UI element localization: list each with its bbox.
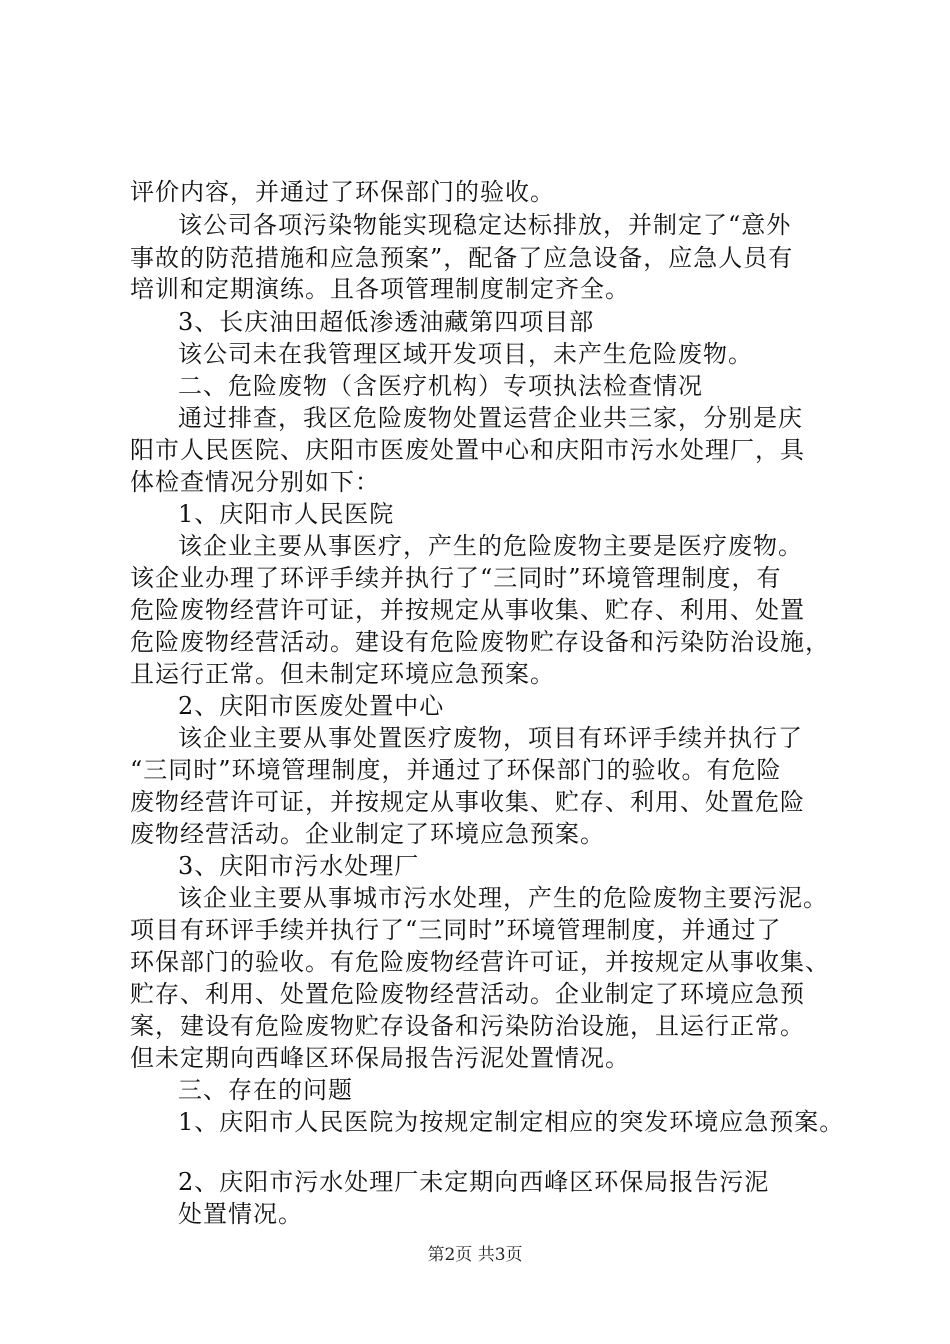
section-heading: 1、庆阳市人民医院: [178, 500, 395, 528]
section-heading: 三、存在的问题: [178, 1076, 353, 1104]
body-line: 项目有环评手续并执行了“三同时”环境管理制度，并通过了: [130, 916, 782, 944]
body-line: 危险废物经营活动。建设有危险废物贮存设备和污染防治设施，: [130, 628, 830, 656]
body-line: 案，建设有危险废物贮存设备和污染防治设施，且运行正常。: [130, 1012, 805, 1040]
body-line: 该企业主要从事处置医疗废物，项目有环评手续并执行了: [178, 724, 803, 752]
body-line: 该公司未在我管理区域开发项目，未产生危险废物。: [178, 340, 753, 368]
body-line: 体检查情况分别如下：: [130, 468, 380, 496]
section-heading: 二、危险废物（含医疗机构）专项执法检查情况: [178, 372, 703, 400]
body-line: 2、庆阳市污水处理厂未定期向西峰区环保局报告污泥: [178, 1168, 770, 1196]
body-line: 处置情况。: [178, 1200, 303, 1228]
body-line: 1、庆阳市人民医院为按规定制定相应的突发环境应急预案。: [178, 1108, 845, 1136]
body-line: 该公司各项污染物能实现稳定达标排放，并制定了“意外: [178, 211, 792, 239]
body-line: 评价内容，并通过了环保部门的验收。: [130, 178, 555, 206]
body-line: 该企业主要从事城市污水处理，产生的危险废物主要污泥。: [178, 884, 828, 912]
body-line: 贮存、利用、处置危险废物经营活动。企业制定了环境应急预: [130, 980, 805, 1008]
body-line: 环保部门的验收。有危险废物经营许可证，并按规定从事收集、: [130, 948, 830, 976]
section-heading: 2、庆阳市医废处置中心: [178, 692, 445, 720]
body-line: 但未定期向西峰区环保局报告污泥处置情况。: [130, 1044, 630, 1072]
body-line: 危险废物经营许可证，并按规定从事收集、贮存、利用、处置: [130, 596, 805, 624]
body-line: 阳市人民医院、庆阳市医废处置中心和庆阳市污水处理厂，具: [130, 436, 805, 464]
body-line: 该企业办理了环评手续并执行了“三同时”环境管理制度，有: [130, 564, 782, 592]
section-heading: 3、庆阳市污水处理厂: [178, 852, 420, 880]
body-line: 培训和定期演练。且各项管理制度制定齐全。: [130, 275, 630, 303]
body-line: 该企业主要从事医疗，产生的危险废物主要是医疗废物。: [178, 532, 803, 560]
page-number-footer: 第2页 共3页: [427, 1245, 523, 1265]
body-line: 废物经营活动。企业制定了环境应急预案。: [130, 820, 605, 848]
body-line: 通过排查，我区危险废物处置运营企业共三家，分别是庆: [178, 404, 803, 432]
body-line: 废物经营许可证，并按规定从事收集、贮存、利用、处置危险: [130, 788, 805, 816]
body-line: 事故的防范措施和应急预案”，配备了应急设备，应急人员有: [130, 244, 794, 272]
body-line: 且运行正常。但未制定环境应急预案。: [130, 660, 555, 688]
section-heading: 3、长庆油田超低渗透油藏第四项目部: [178, 308, 595, 336]
body-line: “三同时”环境管理制度，并通过了环保部门的验收。有危险: [130, 756, 782, 784]
